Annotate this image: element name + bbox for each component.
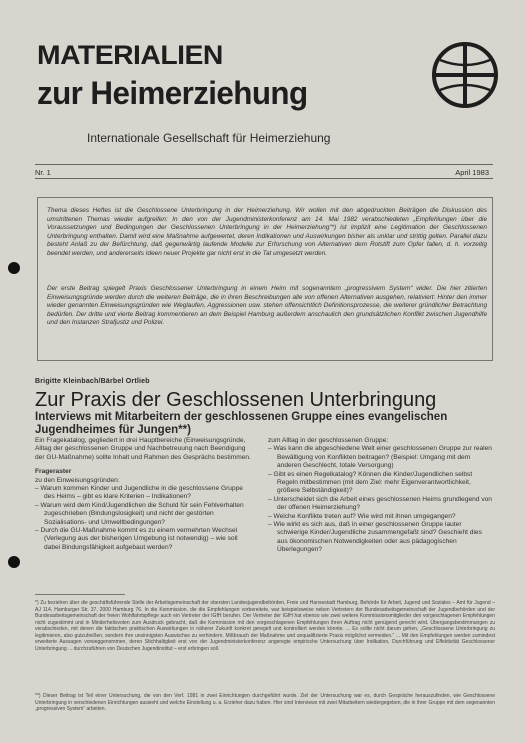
- issue-number: Nr. 1: [35, 168, 51, 177]
- section-subheading: zu den Einweisungsgründen:: [35, 476, 120, 484]
- footnote-2: **) Dieser Beitrag ist Teil einer Untersuchung, die von den Verf. 1981 in zwei Einrichtungen durchgeführt wurde. Ziel der Untersuchung war es, durch Gespräche herauszufinden, wie Geschlossene Unterbringung in verschiedenen Einrichtungen aussieht und welche Einstellung u. a. Erzieher dazu haben. Hier sind Interviews mit zwei Mitarbeitern wiedergegeben, die in ihrer Gruppe mit dem sogenannten „progressiven System“ arbeiten.: [35, 693, 495, 712]
- globe-cross-logo: [430, 40, 500, 110]
- masthead-title-line1: MATERIALIEN: [37, 40, 223, 70]
- question-item: – Was kann die abgeschiedene Welt einer geschlossenen Gruppe zur realen Bewältigung von Konflikten beitragen? (Beispiel: Umgang mit dem anderen Geschlecht, totale Versorgung): [268, 445, 492, 470]
- punch-hole-top: [8, 262, 20, 274]
- intro-paragraph-1: Thema dieses Heftes ist die Geschlossene Unterbringung in der Heimerziehung. Wir wollen mit den abgedruckten Beiträgen die Diskussion des umstrittenen Themas wieder aufgreifen: In den von der Jugendministerkonferenz am 14. Mai 1982 verabschiedeten „Empfehlungen über die Voraussetzungen und Bedingungen der Geschlossenen Unterbringung in der Heimerziehung“*) ist implizit eine Legitimation der Geschlossenen Unterbringung enthalten. Damit wird eine Maßnahme aufgewertet, deren Indikationen und Auswirkungen bisher als unklar und strittig gelten. Parallel dazu besteht Anlaß zu der Befürchtung, daß gegenwärtig laufende Modelle zur Erforschung von Alternativen dem Rotstift zum Opfer fallen, d. h. vorzeitig beendet werden, und andererseits Ideen neuer Projekte gar nicht erst in die Tat umgesetzt werden.: [47, 207, 487, 257]
- masthead-title-line2: zur Heimerziehung: [37, 75, 308, 111]
- article-headline: Zur Praxis der Geschlossenen Unterbringung: [35, 389, 437, 411]
- header-rule-bottom: [35, 178, 493, 179]
- question-item: – Unterscheidet sich die Arbeit eines geschlossenen Heims grundlegend von der offenen Heimerziehung?: [268, 495, 492, 512]
- article-authors: Brigitte Kleinbach/Bärbel Ortlieb: [35, 378, 150, 385]
- section-subheading: zum Alltag in der geschlossenen Gruppe:: [268, 437, 389, 444]
- issue-date: April 1983: [455, 168, 489, 177]
- article-subhead: Interviews mit Mitarbeitern der geschlossenen Gruppe eines evangelischen Jugendheimes für Jungen**): [35, 411, 448, 436]
- question-item: – Durch die GU-Maßnahme kommt es zu einem vermehrten Wechsel (Verlegung aus der bisherigen Umgebung ist notwendig) – wie soll dabei Bindungsfähigkeit aufgebaut werden?: [35, 527, 238, 551]
- masthead-subtitle: Internationale Gesellschaft für Heimerziehung: [87, 131, 331, 145]
- question-item: – Warum wird dem Kind/Jugendlichen die Schuld für sein Fehlverhalten zugeschrieben (Bindungslosigkeit) und nicht der gestörten Sozialisations- und Umweltbedingungen?: [35, 501, 244, 526]
- header-rule-top: [35, 164, 493, 165]
- intro-paragraph-2: Der erste Beitrag spiegelt Praxis Geschlossener Unterbringung in einem Heim mit sogenanntem „progressivem System“ wider. Die hier zitierten Einweisungsgründe werden durch die weiteren Beiträge, die in ihren Beschreibungen alle von offenen Alternativen ausgehen, relativiert: Hinter den immer wieder genannten Einweisungsgründen wie Weglaufen, Aggressionen usw. stehen offensichtlich Definitionsprozesse, die weiterer gründlicher Betrachtung bedürfen. Der dritte und vierte Beitrag kommentieren an dem Beispiel Hamburg außerdem anschaulich den grundsätzlichen Konflikt zwischen Jugendhilfe und den Instanzen Strafjustiz und Polizei.: [47, 285, 487, 327]
- footnote-rule: [35, 594, 125, 595]
- footnote-1: *) Zu beziehen über die geschäftsführende Stelle der Arbeitsgemeinschaft der obersten Landesjugendbehörden, Freie und Hansestadt Hamburg, Behörde für Arbeit, Jugend und Soziales – Amt für Jugend – AJ 114, Hamburger Str. 37, 2000 Hamburg 76. In die Kommission, die die Empfehlungen vorbereitete, war beispielsweise neben Vertretern der Bundesarbeitsgemeinschaft der Jugendbehörden und der Bundesarbeitsgemeinschaft der freien Wohlfahrtspflege auch ein Vertreter der IGfH berufen. Der Vertreter der IGfH hat ebenso wie zwei weitere Kommissionsmitglieder den vorgeschlagenen Empfehlungen nicht zugestimmt und in Minderheitsvoten zum Ausdruck gebracht, daß die Kommission mit den vorgeschlagenen Empfehlungen ihren Auftrag nicht genügend gerecht wird. Übergangsbestimmungen zu verabschieden, mit denen die faktischen praktischen Auswirkungen in näherer Zukunft konkret geregelt und kontrolliert werden könnte. ... Es sollte nicht darum gehen, „Geschlossene Unterbringung zu legitimieren, also gutzuheißen, sondern ihre unsinnigsten Auswüchse zu verhindern. Mißbrauch der Maßnahme und unqualifizierte Praxis möglichst vermeiden.“ ... Mit den Empfehlungen werden zumindest erweiterte Aussagen vorweggenommen, deren Stichhaltigkeit erst von der Jugendministerkonferenz angeregte empirische Untersuchung über Indikation, Durchführung und Effektivität Geschlossener Unterbringung ... durchzuführen von Deutschen Jugendinstitut – erst erbringen soll.: [35, 600, 495, 652]
- article-left-column: [35, 437, 255, 552]
- question-item: – Welche Konflikte treten auf? Wie wird mit ihnen umgegangen?: [268, 512, 456, 520]
- question-item: – Warum kommen Kinder und Jugendliche in die geschlossene Gruppe des Heims – gibt es klare Kriterien – Indikationen?: [35, 485, 243, 501]
- section-heading: Frageraster: [35, 468, 72, 476]
- question-item: – Gibt es einen Regelkatalog? Können die Kinder/Jugendlichen selbst Regeln mitbestimmen (mit dem Ziel: mehr Eigenverantwortlichkeit, größere Selbständigkeit)?: [268, 470, 473, 495]
- article-right-column: [268, 437, 494, 555]
- article-intro-paragraph: Ein Fragekatalog, gegliedert in drei Hauptbereiche (Einweisungsgründe, Alltag der geschlossenen Gruppe und Nachbetreuung nach Beendigung der GU-Maßnahme) sollte Inhalt und Rahmen des Gesprächs bestimmen.: [35, 437, 251, 461]
- question-item: – Wie wirkt es sich aus, daß in einer geschlossenen Gruppe lauter schwierige Kinder/Jugendliche zusammengefaßt sind? Geschieht dies aus ökonomischen Notwendigkeiten oder aus pädagogischen Überlegungen?: [268, 521, 482, 554]
- punch-hole-bottom: [8, 556, 20, 568]
